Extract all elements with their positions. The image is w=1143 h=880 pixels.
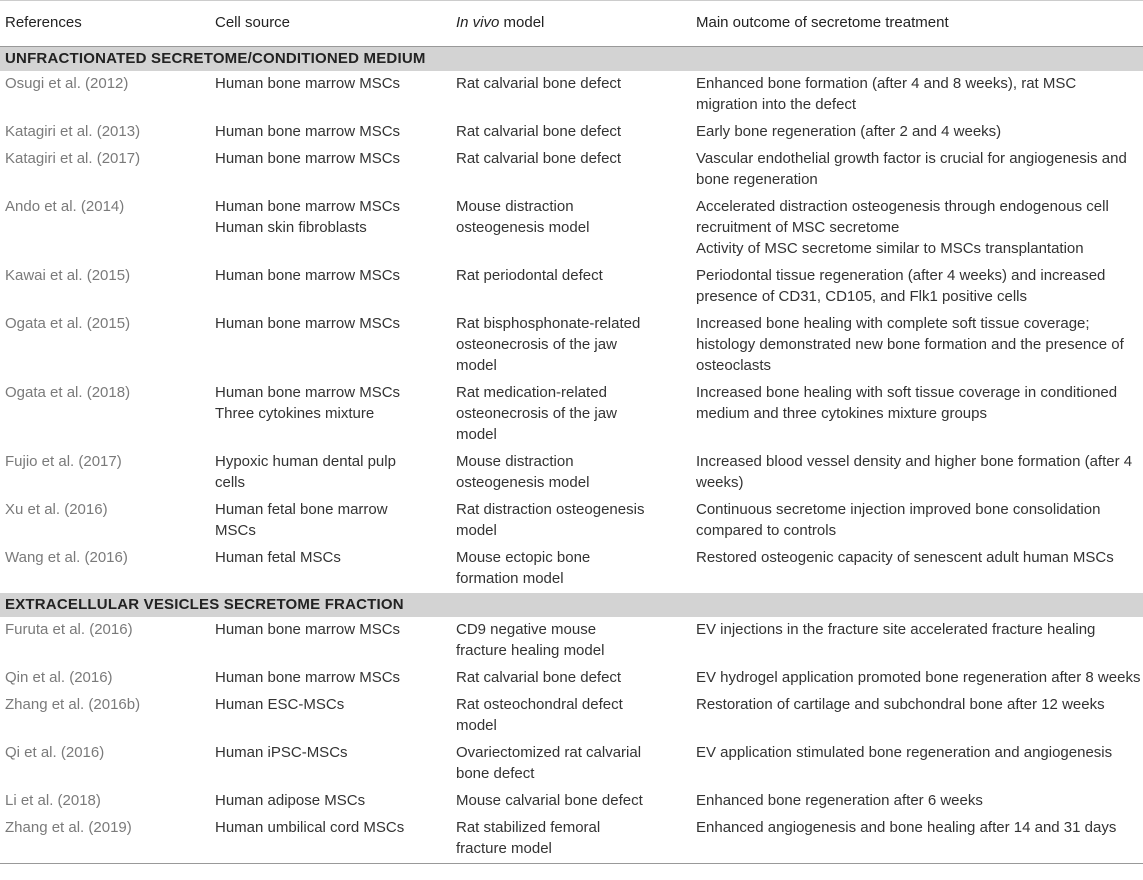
model-cell: Rat calvarial bone defect	[456, 150, 622, 167]
outcome-cell: Enhanced angiogenesis and bone healing after 14 and 31 days	[693, 815, 1143, 864]
outcome-cell: EV hydrogel application promoted bone regeneration after 8 weeks	[696, 669, 1141, 686]
reference-cell: Osugi et al. (2012)	[5, 75, 129, 92]
table-row	[0, 815, 1143, 864]
cell-source-cell: Human bone marrow MSCs	[215, 621, 401, 638]
table-header-row	[0, 1, 1143, 47]
table-row	[0, 788, 1143, 815]
table-row	[0, 311, 1143, 380]
table-row	[0, 497, 1143, 545]
reference-cell: Furuta et al. (2016)	[5, 621, 133, 638]
cell-source-cell: Human bone marrow MSCs	[215, 123, 401, 140]
reference-cell: Ando et al. (2014)	[5, 198, 125, 215]
table-row	[0, 194, 1143, 263]
model-cell: Rat medication-related osteonecrosis of the jaw model	[456, 384, 617, 443]
model-cell: Rat calvarial bone defect	[456, 669, 622, 686]
outcome-cell: Increased bone healing with complete soft tissue coverage; histology demonstrated new bone formation and the presence of osteoclasts	[696, 315, 1124, 374]
table-row	[0, 617, 1143, 665]
table-row	[0, 545, 1143, 593]
cell-source-cell: Human adipose MSCs	[215, 792, 366, 809]
header-model	[451, 1, 693, 47]
outcome-cell: Increased blood vessel density and higher bone formation (after 4 weeks)	[696, 453, 1133, 491]
model-cell: Rat calvarial bone defect	[456, 75, 622, 92]
header-cell-source: Cell source	[210, 1, 451, 47]
outcome-cell: EV application stimulated bone regeneration and angiogenesis	[696, 744, 1113, 761]
cell-source-cell: Human bone marrow MSCs	[215, 669, 401, 686]
header-references: References	[0, 1, 210, 47]
reference-cell: Katagiri et al. (2013)	[5, 123, 141, 140]
outcome-cell: EV injections in the fracture site accelerated fracture healing	[696, 621, 1096, 638]
cell-source-cell: Human fetal bone marrow MSCs	[215, 501, 388, 539]
outcome-cell: Early bone regeneration (after 2 and 4 weeks)	[696, 123, 1002, 140]
model-cell: Mouse calvarial bone defect	[456, 792, 643, 809]
cell-source-cell: Human ESC-MSCs	[215, 696, 345, 713]
model-cell: Rat bisphosphonate-related osteonecrosis of the jaw model	[456, 315, 641, 374]
table-row	[0, 380, 1143, 449]
cell-source-cell: Human bone marrow MSCs Human skin fibroblasts	[215, 198, 401, 236]
model-cell: Rat distraction osteogenesis model	[456, 501, 645, 539]
section-title: EXTRACELLULAR VESICLES SECRETOME FRACTION	[0, 593, 1143, 617]
reference-cell: Li et al. (2018)	[5, 792, 101, 809]
reference-cell: Qin et al. (2016)	[5, 669, 113, 686]
section-header-row	[0, 47, 1143, 72]
outcome-cell: Restoration of cartilage and subchondral bone after 12 weeks	[696, 696, 1105, 713]
table-row	[0, 449, 1143, 497]
header-outcome: Main outcome of secretome treatment	[693, 1, 1143, 47]
outcome-cell: Increased bone healing with soft tissue coverage in conditioned medium and three cytokines mixture groups	[696, 384, 1118, 422]
table-row	[0, 740, 1143, 788]
model-cell: Mouse distraction osteogenesis model	[456, 198, 590, 236]
outcome-cell: Enhanced bone formation (after 4 and 8 weeks), rat MSC migration into the defect	[696, 75, 1077, 113]
model-cell: CD9 negative mouse fracture healing model	[456, 621, 605, 659]
reference-cell: Katagiri et al. (2017)	[5, 150, 141, 167]
model-cell: Rat osteochondral defect model	[456, 696, 623, 734]
table-body	[0, 47, 1143, 864]
table-row	[0, 692, 1143, 740]
reference-cell: Ogata et al. (2018)	[5, 384, 131, 401]
cell-source-cell: Human bone marrow MSCs	[215, 150, 401, 167]
model-cell: Rat stabilized femoral fracture model	[451, 815, 693, 864]
reference-cell: Fujio et al. (2017)	[5, 453, 122, 470]
outcome-cell: Restored osteogenic capacity of senescent adult human MSCs	[696, 549, 1114, 566]
header-model-italic: In vivo	[456, 14, 500, 31]
model-cell: Ovariectomized rat calvarial bone defect	[456, 744, 642, 782]
cell-source-cell: Hypoxic human dental pulp cells	[215, 453, 396, 491]
table-row	[0, 119, 1143, 146]
model-cell: Mouse ectopic bone formation model	[456, 549, 591, 587]
outcome-cell: Accelerated distraction osteogenesis through endogenous cell recruitment of MSC secretome Activity of MSC secretome similar to MSCs transplantation	[696, 198, 1109, 257]
cell-source-cell: Human bone marrow MSCs	[215, 267, 401, 284]
cell-source-cell: Human bone marrow MSCs	[215, 315, 401, 332]
section-header-row	[0, 593, 1143, 617]
reference-cell: Kawai et al. (2015)	[5, 267, 131, 284]
cell-source-cell: Human bone marrow MSCs	[215, 75, 401, 92]
table-row	[0, 665, 1143, 692]
table-row	[0, 71, 1143, 119]
cell-source-cell: Human iPSC-MSCs	[215, 744, 348, 761]
reference-cell: Zhang et al. (2019)	[0, 815, 210, 864]
outcome-cell: Enhanced bone regeneration after 6 weeks	[696, 792, 983, 809]
reference-cell: Ogata et al. (2015)	[5, 315, 131, 332]
cell-source-cell: Human umbilical cord MSCs	[210, 815, 451, 864]
model-cell: Rat periodontal defect	[456, 267, 603, 284]
outcome-cell: Continuous secretome injection improved bone consolidation compared to controls	[696, 501, 1101, 539]
section-title: UNFRACTIONATED SECRETOME/CONDITIONED MEDIUM	[0, 47, 1143, 72]
cell-source-cell: Human bone marrow MSCs Three cytokines mixture	[215, 384, 401, 422]
reference-cell: Wang et al. (2016)	[5, 549, 128, 566]
table-row	[0, 146, 1143, 194]
header-model-rest: model	[499, 14, 545, 31]
cell-source-cell: Human fetal MSCs	[215, 549, 341, 566]
model-cell: Mouse distraction osteogenesis model	[456, 453, 590, 491]
reference-cell: Xu et al. (2016)	[5, 501, 108, 518]
outcome-cell: Periodontal tissue regeneration (after 4 weeks) and increased presence of CD31, CD105, and Flk1 positive cells	[696, 267, 1106, 305]
outcome-cell: Vascular endothelial growth factor is crucial for angiogenesis and bone regeneration	[696, 150, 1127, 188]
model-cell: Rat calvarial bone defect	[456, 123, 622, 140]
table-row	[0, 263, 1143, 311]
reference-cell: Zhang et al. (2016b)	[5, 696, 141, 713]
reference-cell: Qi et al. (2016)	[5, 744, 105, 761]
